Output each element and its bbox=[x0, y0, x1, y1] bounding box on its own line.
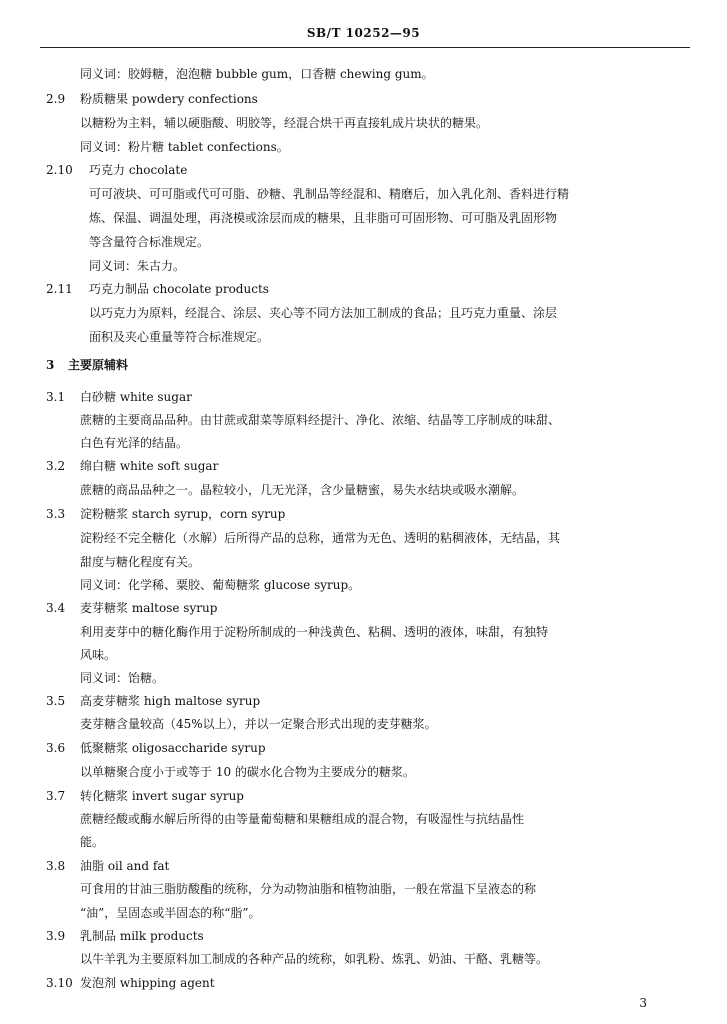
definition-3-8-line-1: 可食用的甘油三脂肪酸酯的统称，分为动物油脂和植物油脂，一般在常温下呈液态的称 bbox=[80, 882, 537, 896]
clause-number-3-1: 3.1 bbox=[46, 390, 66, 404]
definition-3-3-line-2: 甜度与糖化程度有关。 bbox=[80, 555, 201, 569]
clause-number-3-8: 3.8 bbox=[46, 859, 66, 873]
definition-3-5: 麦芽糖含量较高（45%以上），并以一定聚合形式出现的麦芽糖浆。 bbox=[80, 717, 437, 731]
term-3-7: 转化糖浆 invert sugar syrup bbox=[80, 789, 244, 803]
clause-number-3-9: 3.9 bbox=[46, 929, 66, 943]
definition-3-4-line-1: 利用麦芽中的糖化酶作用于淀粉所制成的一种浅黄色、粘稠、透明的液体，味甜，有独特 bbox=[80, 625, 549, 639]
clause-number-3-7: 3.7 bbox=[46, 789, 66, 803]
section-title-3: 主要原辅料 bbox=[68, 358, 129, 372]
term-3-6: 低聚糖浆 oligosaccharide syrup bbox=[80, 741, 266, 755]
synonym-3-3: 同义词：化学稀、粟胶、葡萄糖浆 glucose syrup。 bbox=[80, 578, 361, 592]
term-3-9: 乳制品 milk products bbox=[80, 929, 204, 943]
definition-2-10-line-2: 炼、保温、调温处理，再浇模或涂层而成的糖果，且非脂可可固形物、可可脂及乳固形物 bbox=[89, 211, 558, 225]
clause-number-3-6: 3.6 bbox=[46, 741, 66, 755]
term-3-8: 油脂 oil and fat bbox=[80, 859, 170, 873]
synonym-3-4: 同义词：饴糖。 bbox=[80, 671, 165, 685]
term-2-10: 巧克力 chocolate bbox=[89, 163, 188, 177]
clause-number-3-10: 3.10 bbox=[46, 976, 73, 990]
page-number: 3 bbox=[639, 996, 647, 1010]
definition-3-3-line-1: 淀粉经不完全糖化（水解）后所得产品的总称，通常为无色、透明的粘稠液体，无结晶，其 bbox=[80, 531, 561, 545]
standard-code-header: SB/T 10252—95 bbox=[306, 26, 421, 40]
clause-number-3-4: 3.4 bbox=[46, 601, 66, 615]
definition-3-6: 以单糖聚合度小于或等于 10 的碳水化合物为主要成分的糖浆。 bbox=[80, 765, 415, 779]
term-3-5: 高麦芽糖浆 high maltose syrup bbox=[80, 694, 261, 708]
bubble-gum-synonyms: 同义词：胶姆糖，泡泡糖 bubble gum，口香糖 chewing gum。 bbox=[80, 67, 434, 81]
definition-3-9: 以牛羊乳为主要原料加工制成的各种产品的统称，如乳粉、炼乳、奶油、干酪、乳糖等。 bbox=[80, 952, 549, 966]
term-3-4: 麦芽糖浆 maltose syrup bbox=[80, 601, 218, 615]
clause-number-3-2: 3.2 bbox=[46, 459, 66, 473]
definition-3-1-line-1: 蔗糖的主要商品品种。由甘蔗或甜菜等原料经提汁、净化、浓缩、结晶等工序制成的味甜、 bbox=[80, 413, 561, 427]
definition-2-10-line-3: 等含量符合标准规定。 bbox=[89, 235, 210, 249]
clause-number-2-9: 2.9 bbox=[46, 92, 66, 106]
definition-2-9: 以糖粉为主料，辅以硬脂酸、明胶等，经混合烘干再直接轧成片块状的糖果。 bbox=[80, 116, 489, 130]
definition-3-2: 蔗糖的商品品种之一。晶粒较小，几无光泽，含少量糖蜜，易失水结块或吸水潮解。 bbox=[80, 483, 525, 497]
header-rule bbox=[40, 47, 690, 48]
clause-number-3-5: 3.5 bbox=[46, 694, 66, 708]
definition-3-8-line-2: “油”，呈固态或半固态的称“脂”。 bbox=[80, 906, 261, 920]
definition-2-10-line-1: 可可液块、可可脂或代可可脂、砂糖、乳制品等经混和、精磨后，加入乳化剂、香料进行精 bbox=[89, 187, 570, 201]
synonym-2-10: 同义词：朱古力。 bbox=[89, 259, 186, 273]
definition-2-11-line-2: 面积及夹心重量等符合标准规定。 bbox=[89, 330, 270, 344]
definition-3-7-line-1: 蔗糖经酸或酶水解后所得的由等量葡萄糖和果糖组成的混合物，有吸湿性与抗结晶性 bbox=[80, 812, 525, 826]
term-2-11: 巧克力制品 chocolate products bbox=[89, 282, 269, 296]
definition-3-4-line-2: 风味。 bbox=[80, 648, 117, 662]
term-3-10: 发泡剂 whipping agent bbox=[80, 976, 215, 990]
term-3-2: 绵白糖 white soft sugar bbox=[80, 459, 219, 473]
clause-number-2-11: 2.11 bbox=[46, 282, 73, 296]
synonym-2-9: 同义词：粉片糖 tablet confections。 bbox=[80, 140, 289, 154]
definition-3-1-line-2: 白色有光泽的结晶。 bbox=[80, 436, 189, 450]
section-number-3: 3 bbox=[46, 358, 55, 372]
term-3-3: 淀粉糖浆 starch syrup，corn syrup bbox=[80, 507, 286, 521]
definition-3-7-line-2: 能。 bbox=[80, 835, 105, 849]
term-3-1: 白砂糖 white sugar bbox=[80, 390, 192, 404]
term-2-9: 粉质糖果 powdery confections bbox=[80, 92, 258, 106]
definition-2-11-line-1: 以巧克力为原料，经混合、涂层、夹心等不同方法加工制成的食品；且巧克力重量、涂层 bbox=[89, 306, 558, 320]
clause-number-3-3: 3.3 bbox=[46, 507, 66, 521]
clause-number-2-10: 2.10 bbox=[46, 163, 73, 177]
